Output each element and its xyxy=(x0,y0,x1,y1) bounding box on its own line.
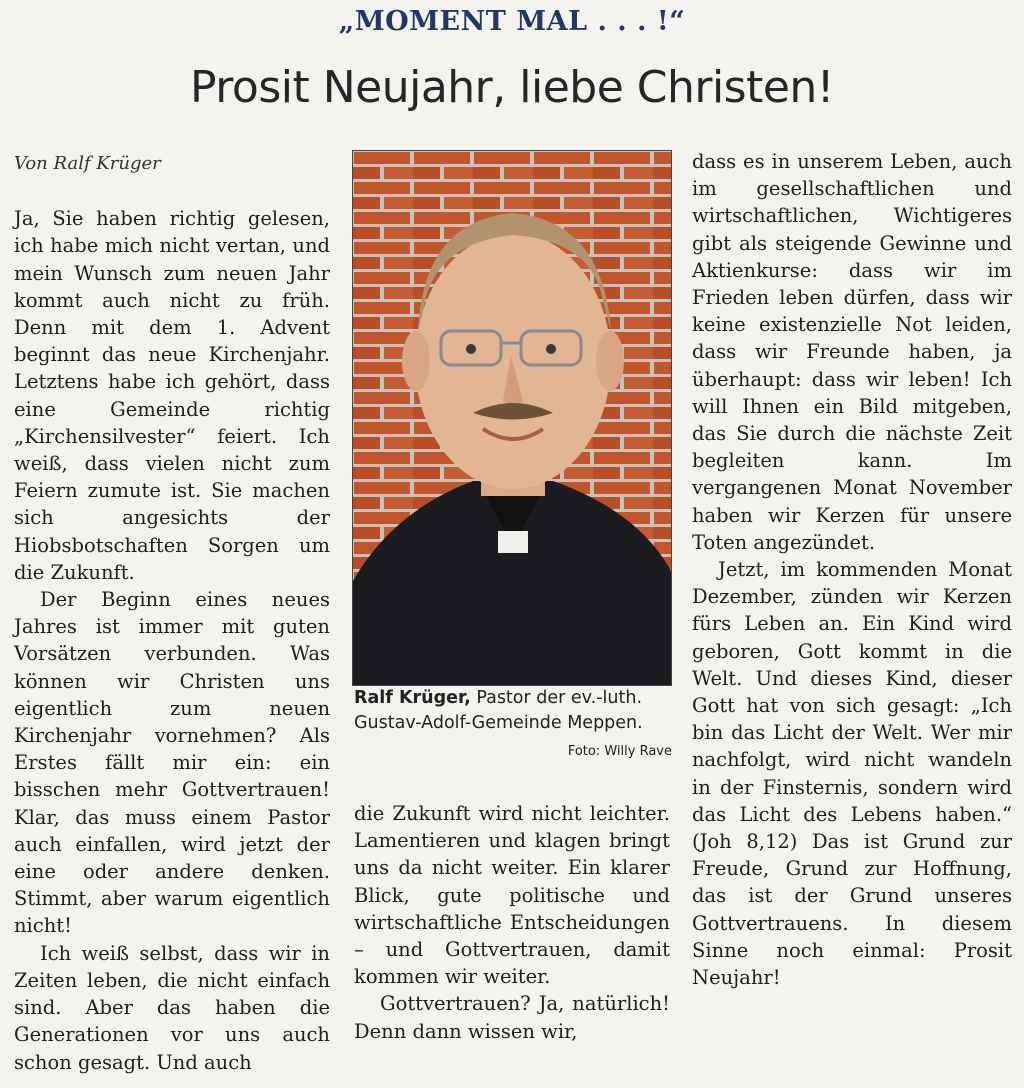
photo-caption xyxy=(354,686,672,764)
caption-name: Ralf Krüger, xyxy=(354,688,471,708)
paragraph: Ich weiß selbst, dass wir in Zeiten leben, die nicht einfach sind. Aber das haben die Generationen vor uns auch schon gesagt. Und auch xyxy=(14,941,330,1074)
column-3 xyxy=(692,148,1012,991)
paragraph: dass es in unserem Leben, auch im gesellschaftlichen und wirtschaftlichen, Wichtigeres gibt als steigende Gewinne und Aktienkurse: dass wir im Frieden leben dürfen, dass wir keine existenzielle Not leiden, dass wir Freunde haben, ja überhaupt: dass wir leben! Ich will Ihnen ein Bild mitgeben, das Sie durch die nächste Zeit begleiten kann. Im vergangenen Monat November haben wir Kerzen für unsere Toten angezündet. xyxy=(692,150,1012,554)
column-1 xyxy=(14,150,330,1076)
column-2 xyxy=(354,800,670,1045)
paragraph: Der Beginn eines neues Jahres ist immer mit guten Vorsätzen verbunden. Was können wir Christen uns eigentlich zum neuen Kirchenjahr vornehmen? Als Erstes fällt mir ein: ein bisschen mehr Gottvertrauen! Klar, das muss einem Pastor auch einfallen, wird jetzt der eine oder andere denken. Stimmt, aber warum eigentlich nicht! xyxy=(14,588,330,938)
headline: Prosit Neujahr, liebe Christen! xyxy=(190,62,834,113)
paragraph: Jetzt, im kommenden Monat Dezember, zünden wir Kerzen fürs Leben an. Ein Kind wird geboren, Gott kommt in die Welt. Und dieses Kind, dieser Gott hat von sich gesagt: „Ich bin das Licht der Welt. Wer mir nachfolgt, wird nicht wandeln in der Finsternis, sondern wird das Licht des Lebens haben.“ (Joh 8,12) Das ist Grund zur Freude, Grund zur Hoffnung, das ist der Grund unseres Gottvertrauens. In diesem Sinne noch einmal: Prosit Neujahr! xyxy=(692,558,1012,990)
paragraph: Ja, Sie haben richtig gelesen, ich habe mich nicht vertan, und mein Wunsch zum neuen Jahr kommt auch nicht zu früh. Denn mit dem 1. Advent beginnt das neue Kirchenjahr. Letztens habe ich gehört, dass eine Gemeinde richtig „Kirchensilvester“ feiert. Ich weiß, dass vielen nicht zum Feiern zumute ist. Sie machen sich angesichts der Hiobsbotschaften Sorgen um die Zukunft. xyxy=(14,207,330,584)
byline: Von Ralf Krüger xyxy=(14,153,161,174)
paragraph: die Zukunft wird nicht leichter. Lamentieren und klagen bringt uns da nicht weiter. Ein klarer Blick, gute politische und wirtschaftliche Entscheidungen – und Gottvertrauen, damit kommen wir weiter. xyxy=(354,802,670,989)
caption-text: Pastor der ev.-luth. Gustav-Adolf-Gemeinde Meppen. xyxy=(354,688,643,733)
author-photo xyxy=(352,150,672,686)
photo-credit: Foto: Willy Rave xyxy=(567,744,672,759)
kicker: „MOMENT MAL . . . !“ xyxy=(338,6,686,37)
paragraph: Gottvertrauen? Ja, natürlich! Denn dann wissen wir, xyxy=(354,992,670,1043)
